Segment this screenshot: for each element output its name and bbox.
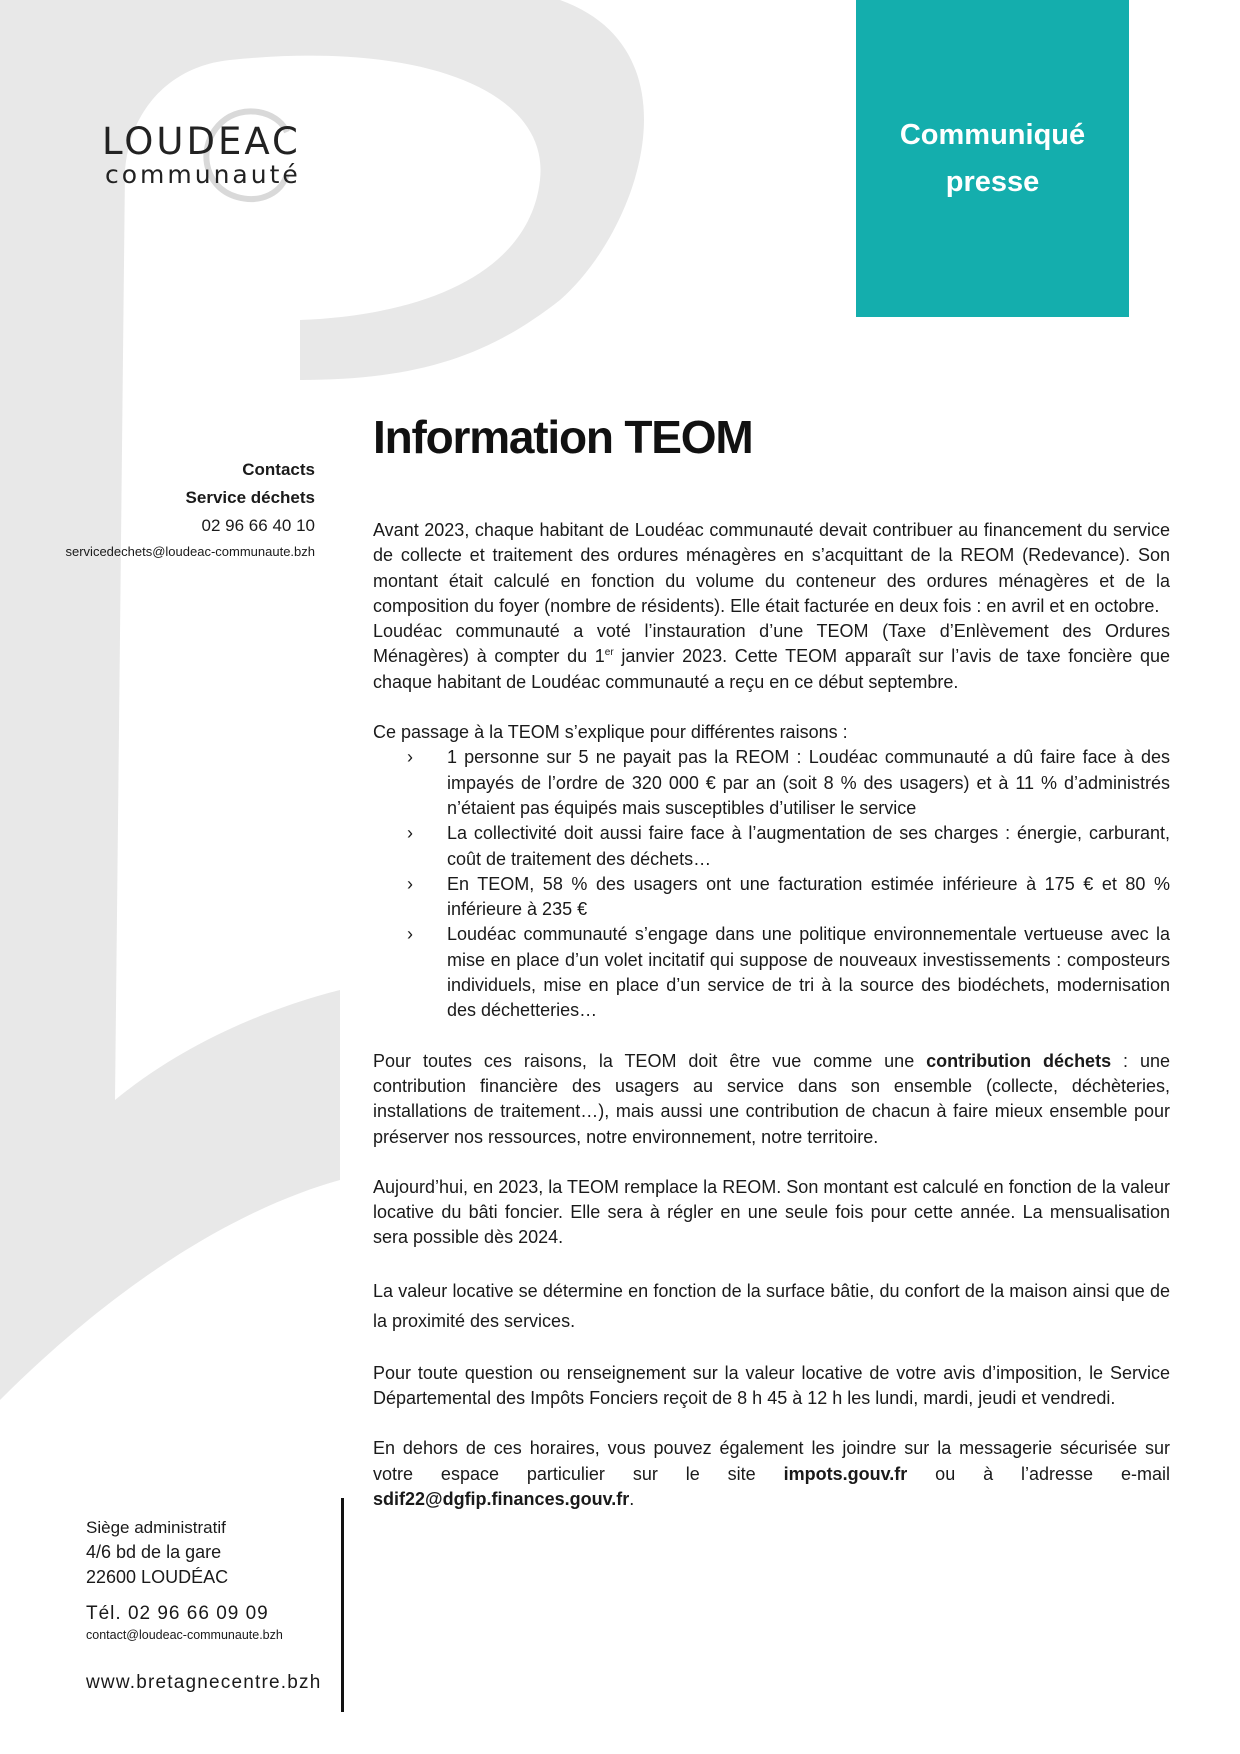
list-item-text: Loudéac communauté s’engage dans une politique environnementale vertueuse avec la mise en place d’un volet incitatif qui suppose de nouveaux investissements : composteurs individuels, mise en place d’un service de tri à la source des biodéchets, modernisation des déchetteries… xyxy=(447,924,1170,1021)
paragraph-online-contact-end: . xyxy=(629,1488,635,1509)
paragraph-online-contact-mid: ou à l’adresse e-mail xyxy=(907,1463,1170,1484)
contacts-email: servicedechets@loudeac-communaute.bzh xyxy=(65,544,315,559)
paragraph-contribution-end: : une contribution financière des usagers au service dans son ensemble (collecte, déchèteries, installations de traitement…), mais aussi une contribution de chacun à faire mieux ensemble pour préserver nos ressources, notre environnement, notre territoire. xyxy=(373,1050,1170,1147)
press-badge-line1: Communiqué xyxy=(899,118,1086,151)
bullet-chevron-icon: › xyxy=(407,873,413,894)
loudeac-logo xyxy=(102,120,332,200)
paragraph-reasons-intro: Ce passage à la TEOM s’explique pour différentes raisons : xyxy=(373,722,848,743)
paragraph-contribution-start: Pour toutes ces raisons, la TEOM doit être vue comme une xyxy=(373,1050,927,1071)
article-body xyxy=(373,518,1170,1512)
press-release-badge xyxy=(856,0,1129,317)
paragraph-replacement: Aujourd’hui, en 2023, la TEOM remplace la REOM. Son montant est calculé en fonction de la valeur locative du bâti foncier. Elle sera à régler en une seule fois pour cette année. La mensualisation sera possible dès 2024. xyxy=(373,1176,1170,1248)
address-line2: 22600 LOUDÉAC xyxy=(86,1567,229,1587)
logo-subtitle: communauté xyxy=(105,160,301,189)
contacts-heading: Contacts xyxy=(242,460,315,479)
footer-email[interactable]: contact@loudeac-communaute.bzh xyxy=(86,1628,283,1642)
paragraph-online-contact xyxy=(373,1436,1170,1512)
footer-website[interactable]: www.bretagnecentre.bzh xyxy=(86,1672,322,1693)
paragraph-rental-value: La valeur locative se détermine en fonction de la surface bâtie, du confort de la maison ainsi que de la proximité des services. xyxy=(373,1280,1170,1331)
bullet-chevron-icon: › xyxy=(407,823,413,844)
sdif-email-link[interactable]: sdif22@dgfip.finances.gouv.fr xyxy=(373,1488,630,1509)
list-item-text: La collectivité doit aussi faire face à l’augmentation de ses charges : énergie, carburant, coût de traitement des déchets… xyxy=(447,823,1170,869)
headquarters-address xyxy=(86,1515,336,1590)
paragraph-tax-office-hours: Pour toute question ou renseignement sur la valeur locative de votre avis d’imposition, le Service Départemental des Impôts Fonciers reçoit de 8 h 45 à 12 h les lundi, mardi, jeudi et vendredi. xyxy=(373,1362,1170,1409)
footer-divider xyxy=(341,1498,344,1712)
list-item xyxy=(407,745,1170,821)
logo-wordmark: LOUDEAC xyxy=(102,120,301,163)
paragraph-contribution xyxy=(373,1049,1170,1150)
list-item-text: En TEOM, 58 % des usagers ont une facturation estimée inférieure à 175 € et 80 % inférieure à 235 € xyxy=(447,873,1170,920)
impots-site-link[interactable]: impots.gouv.fr xyxy=(783,1463,908,1484)
paragraph-history: Avant 2023, chaque habitant de Loudéac communauté devait contribuer au financement du service de collecte et traitement des ordures ménagères en s’acquittant de la REOM (Redevance). Son montant était calculé en fonction du volume du conteneur des ordures ménagères et de la composition du foyer (nombre de résidents). Elle était facturée en deux fois : en avril et en octobre. xyxy=(373,520,1170,616)
siege-label: Siège administratif xyxy=(86,1518,226,1537)
list-item xyxy=(407,922,1170,1023)
contacts-service: Service déchets xyxy=(185,488,315,507)
bullet-chevron-icon: › xyxy=(407,747,413,768)
paragraph-online-contact-start: En dehors de ces horaires, vous pouvez également les joindre sur la messagerie sécurisée sur votre espace particulier sur le site xyxy=(373,1438,1170,1484)
paragraph-teom-vote xyxy=(373,619,1170,695)
press-badge-line2: presse xyxy=(945,165,1040,198)
list-item-text: 1 personne sur 5 ne payait pas la REOM : Loudéac communauté a dû faire face à des impayés de l’ordre de 320 000 € par an (soit 8 % des usagers) et à 11 % d’administrés n’étaient pas équipés mais susceptibles d’utiliser le service xyxy=(447,747,1170,818)
reasons-list xyxy=(373,745,1170,1023)
contacts-phone: 02 96 66 40 10 xyxy=(201,516,315,535)
footer-phone: Tél. 02 96 66 09 09 xyxy=(86,1603,269,1624)
bullet-chevron-icon: › xyxy=(407,924,413,945)
page-title: Information TEOM xyxy=(373,411,753,463)
paragraph-teom-vote-start: Loudéac communauté a voté l’instauration d’une TEOM (Taxe d’Enlèvement des Ordures Ménagères) à compter du 1 xyxy=(373,621,1170,667)
list-item xyxy=(407,872,1170,923)
ordinal-superscript: er xyxy=(604,647,614,659)
address-line1: 4/6 bd de la gare xyxy=(86,1542,222,1562)
contribution-dechets-emphasis: contribution déchets xyxy=(926,1050,1112,1071)
list-item xyxy=(407,821,1170,872)
paragraph-teom-vote-end: janvier 2023. Cette TEOM apparaît sur l’avis de taxe foncière que chaque habitant de Loudéac communauté a reçu en ce début septembre. xyxy=(373,646,1170,692)
contacts-block xyxy=(30,456,315,564)
